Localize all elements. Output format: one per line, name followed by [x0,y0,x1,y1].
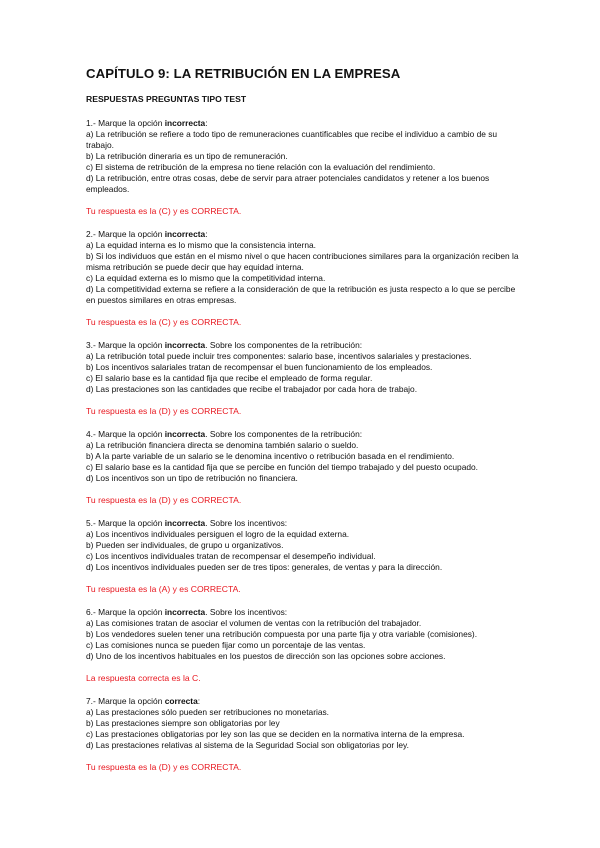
option-a: a) La equidad interna es lo mismo que la consistencia interna. [86,240,316,250]
option-c: c) Las comisiones nunca se pueden fijar como un porcentaje de las ventas. [86,640,366,650]
question-3 [86,340,526,417]
question-5 [86,518,526,595]
option-c: c) Los incentivos individuales tratan de recompensar el desempeño individual. [86,551,376,561]
question-6 [86,607,526,684]
answer-feedback: Tu respuesta es la (C) y es CORRECTA. [86,317,242,327]
option-d: d) Las prestaciones relativas al sistema de la Seguridad Social son obligatorias por ley. [86,740,409,750]
stem-prefix: 6.- Marque la opción [86,607,165,617]
stem-keyword: incorrecta [164,340,206,350]
option-b: b) Los vendedores suelen tener una retribución compuesta por una parte fija y otra variable (comisiones). [86,629,478,639]
stem-keyword: incorrecta [164,118,206,128]
option-c: c) El salario base es la cantidad fija que se percibe en función del tiempo trabajado y del puesto ocupado. [86,462,479,472]
stem-suffix: : [197,696,201,706]
option-b: b) Los incentivos salariales tratan de recompensar el buen funcionamiento de los empleados. [86,362,433,372]
stem-suffix: . Sobre los componentes de la retribución: [205,429,363,439]
question-stem [86,118,526,129]
question-stem [86,696,526,707]
stem-prefix: 5.- Marque la opción [86,518,165,528]
option-b: b) A la parte variable de un salario se le denomina incentivo o retribución basada en el rendimiento. [86,451,455,461]
question-7 [86,696,526,773]
option-c: c) La equidad externa es lo mismo que la competitividad interna. [86,273,326,283]
stem-suffix: : [205,118,208,128]
document-page [86,66,526,785]
stem-suffix: . Sobre los componentes de la retribución: [205,340,363,350]
answer-feedback: Tu respuesta es la (D) y es CORRECTA. [86,762,242,772]
option-d: d) Los incentivos son un tipo de retribución no financiera. [86,473,298,483]
stem-suffix: . Sobre los incentivos: [205,518,288,528]
option-b: b) Pueden ser individuales, de grupo u organizativos. [86,540,284,550]
option-a: a) Las comisiones tratan de asociar el volumen de ventas con la retribución del trabajador. [86,618,422,628]
answer-feedback: Tu respuesta es la (D) y es CORRECTA. [86,495,242,505]
option-a: a) La retribución se refiere a todo tipo de remuneraciones cuantificables que recibe el individuo a cambio de su trabajo. [86,129,498,150]
option-c: c) Las prestaciones obligatorias por ley son las que se deciden en la normativa interna de la empresa. [86,729,465,739]
question-stem [86,340,526,351]
option-d: d) La retribución, entre otras cosas, debe de servir para atraer potenciales candidatos y retener a los buenos empleados. [86,173,490,194]
stem-prefix: 1.- Marque la opción [86,118,165,128]
question-stem [86,429,526,440]
option-a: a) La retribución total puede incluir tres componentes: salario base, incentivos salariales y prestaciones. [86,351,472,361]
stem-keyword: incorrecta [164,229,206,239]
stem-keyword: correcta [164,696,198,706]
section-title: RESPUESTAS PREGUNTAS TIPO TEST [86,94,247,104]
question-stem [86,518,526,529]
stem-keyword: incorrecta [164,518,206,528]
stem-prefix: 3.- Marque la opción [86,340,165,350]
answer-feedback: Tu respuesta es la (A) y es CORRECTA. [86,584,241,594]
stem-keyword: incorrecta [164,429,206,439]
answer-feedback: Tu respuesta es la (D) y es CORRECTA. [86,406,242,416]
option-b: b) Si los individuos que están en el mismo nivel o que hacen contribuciones similares para la organización reciben la misma retribución se puede decir que hay equidad interna. [86,251,519,272]
option-b: b) Las prestaciones siempre son obligatorias por ley [86,718,280,728]
option-d: d) La competitividad externa se refiere a la consideración de que la retribución es justa respecto a lo que se percibe en puestos similares en otras empresas. [86,284,516,305]
chapter-title: CAPÍTULO 9: LA RETRIBUCIÓN EN LA EMPRESA [86,66,401,81]
stem-suffix: : [205,229,208,239]
option-d: d) Las prestaciones son las cantidades que recibe el trabajador por cada hora de trabajo. [86,384,418,394]
option-c: c) El sistema de retribución de la empresa no tiene relación con la evaluación del rendimiento. [86,162,436,172]
stem-prefix: 2.- Marque la opción [86,229,165,239]
option-a: a) Las prestaciones sólo pueden ser retribuciones no monetarias. [86,707,330,717]
stem-prefix: 7.- Marque la opción [86,696,165,706]
stem-keyword: incorrecta [164,607,206,617]
option-b: b) La retribución dineraria es un tipo de remuneración. [86,151,288,161]
answer-feedback: Tu respuesta es la (C) y es CORRECTA. [86,206,242,216]
option-d: d) Los incentivos individuales pueden ser de tres tipos: generales, de ventas y para la dirección. [86,562,443,572]
option-c: c) El salario base es la cantidad fija que recibe el empleado de forma regular. [86,373,373,383]
option-d: d) Uno de los incentivos habituales en los puestos de dirección son las opciones sobre acciones. [86,651,446,661]
question-4 [86,429,526,506]
option-a: a) La retribución financiera directa se denomina también salario o sueldo. [86,440,359,450]
question-stem [86,607,526,618]
question-2 [86,229,526,328]
option-a: a) Los incentivos individuales persiguen el logro de la equidad externa. [86,529,350,539]
stem-suffix: . Sobre los incentivos: [205,607,288,617]
answer-feedback: La respuesta correcta es la C. [86,673,201,683]
question-stem [86,229,526,240]
stem-prefix: 4.- Marque la opción [86,429,165,439]
question-1 [86,118,526,217]
